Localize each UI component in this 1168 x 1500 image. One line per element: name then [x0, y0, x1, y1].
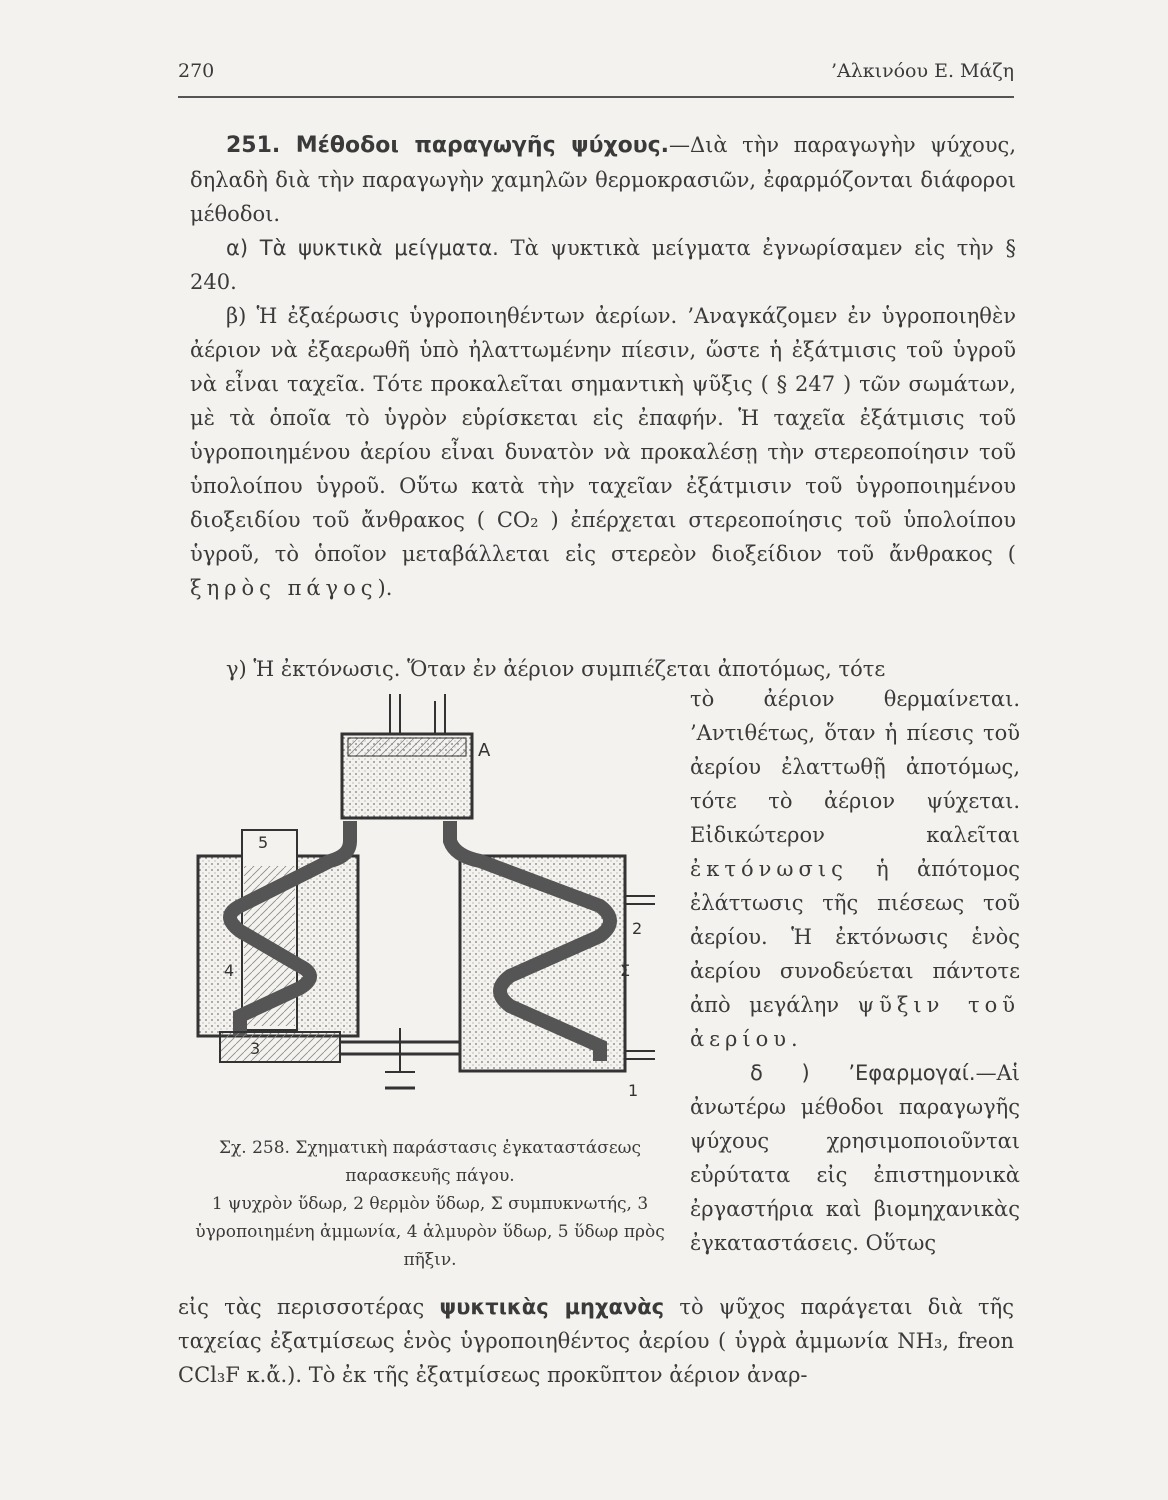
figure-caption [180, 1134, 680, 1274]
final-text [178, 1290, 1014, 1392]
page-header [178, 60, 1014, 94]
b-heading: β) Ἡ ἐξαέρωσις ὑγροποιηθέντων ἀερίων. [226, 304, 678, 328]
label-3: 3 [250, 1039, 261, 1058]
b-term: ξηρὸς πάγος [190, 576, 378, 600]
final-bold: ψυκτικὰς μηχανὰς [439, 1295, 665, 1319]
intro-text: —Διὰ τὴν παραγωγὴν ψύχους, δηλαδὴ διὰ τὴν παραγωγὴν χαμηλῶν θερμοκρασιῶν, ἐφαρμόζονται διάφοροι μέθοδοι. [190, 133, 1016, 226]
label-a: A [478, 740, 491, 761]
paragraph-d [690, 1056, 1020, 1260]
page-number: 270 [178, 60, 215, 82]
right-column-text [690, 682, 1020, 1260]
c-continued [690, 682, 1020, 1056]
d-body: —Αἱ ἀνωτέρω μέθοδοι παραγωγῆς ψύχους χρησιμοποιοῦνται εὐρύτατα εἰς ἐπιστημονικὰ ἐργαστήρια καὶ βιομηχανικὰς ἐγκαταστάσεις. Οὕτως [690, 1061, 1020, 1255]
section-title: 251. Μέθοδοι παραγωγῆς ψύχους. [226, 133, 670, 158]
caption-title: Σχ. 258. Σχηματικὴ παράστασις ἐγκαταστάσεως παρασκευῆς πάγου. [218, 1138, 642, 1186]
paragraph-b [190, 299, 1016, 605]
right-tank [450, 821, 655, 1071]
final-1: εἰς τὰς περισσοτέρας [178, 1295, 425, 1319]
d-heading: δ ) ’Εφαρμογαί. [750, 1061, 976, 1085]
label-sigma: Σ [620, 961, 631, 980]
a-heading: α) Τὰ ψυκτικὰ μείγματα. [226, 236, 499, 260]
c-body-3: ἡ ἀπότομος ἐλάττωσις τῆς πιέσεως τοῦ ἀερίου. Ἡ ἐκτόνωσις ἑνὸς ἀερίου συνοδεύεται πάντοτε ἀπὸ μεγάλην [690, 857, 1020, 1017]
label-1: 1 [628, 1081, 639, 1100]
c-term-2: ψῦξιν τοῦ ἀερίου. [690, 993, 1020, 1051]
final-paragraph [178, 1290, 1014, 1392]
header-rule [178, 96, 1014, 98]
b-body: ’Αναγκάζομεν ἐν ὑγροποιηθὲν ἀέριον νὰ ἐξαερωθῆ ὑπὸ ἠλαττωμένην πίεσιν, ὥστε ἡ ἐξάτμισις τοῦ ὑγροῦ νὰ εἶναι ταχεῖα. Τότε προκαλεῖται σημαντικὴ ψῦξις ( § 247 ) τῶν σωμάτων, μὲ τὰ ὁποῖα τὸ ὑγρὸν εὑρίσκεται εἰς ἐπαφήν. Ἡ ταχεῖα ἐξάτμισις τοῦ ὑγροποιημένου ἀερίου εἶναι δυνατὸν νὰ προκαλέσῃ τὴν στερεοποίησιν τοῦ ὑπολοίπου ὑγροῦ. Οὕτω κατὰ τὴν ταχεῖαν ἐξάτμισιν τοῦ ὑγροποιημένου διοξειδίου τοῦ ἄνθρακος ( CO₂ ) ἐπέρχεται στερεοποίησις τοῦ ὑπολοίπου ὑγροῦ, τὸ ὁποῖον μεταβάλλεται εἰς στερεὸν διοξείδιον τοῦ ἄνθρακος ( [190, 304, 1016, 566]
running-head: ’Αλκινόου Ε. Μάζη [830, 60, 1014, 82]
c-body-2: τὸ ἀέριον θερμαίνεται. ’Αντιθέτως, ὅταν ἡ πίεσις τοῦ ἀερίου ἐλαττωθῇ ἀποτόμως, τότε τὸ ἀέριον ψύχεται. Εἰδικώτερον καλεῖται [690, 687, 1020, 847]
left-tank [198, 821, 358, 1062]
c-body-1: Ὅταν ἐν ἀέριον συμπιέζεται ἀποτόμως, τότε [407, 657, 886, 681]
label-4: 4 [224, 961, 235, 980]
b-end: ). [377, 576, 393, 600]
label-2: 2 [632, 919, 643, 938]
paragraph-a [190, 231, 1016, 299]
main-text [190, 128, 1016, 605]
c-heading: γ) Ἡ ἐκτόνωσις. [226, 657, 401, 681]
final-2: τὸ ψῦχος παράγεται διὰ τῆς ταχείας ἐξατμίσεως ἑνὸς ὑγροποιηθέντος ἀερίου ( ὑγρὰ ἀμμωνία NH₃, freon CCl₃F κ.ἄ.). Τὸ ἐκ τῆς ἐξατμίσεως προκῦπτον ἀέριον ἀναρ- [178, 1295, 1014, 1387]
caption-body: 1 ψυχρὸν ὕδωρ, 2 θερμὸν ὕδωρ, Σ συμπυκνωτής, 3 ὑγροποιημένη ἀμμωνία, 4 ἁλμυρὸν ὕδωρ, 5 ὕδωρ πρὸς πῆξιν. [195, 1194, 665, 1270]
section-intro [190, 128, 1016, 231]
label-5: 5 [258, 833, 269, 852]
compressor [342, 694, 472, 818]
ice-plant-diagram [180, 676, 680, 1136]
a-body: Τὰ ψυκτικὰ μείγματα ἐγνωρίσαμεν εἰς τὴν § 240. [190, 236, 1016, 294]
c-term-1: ἐκτόνωσις [690, 857, 848, 881]
